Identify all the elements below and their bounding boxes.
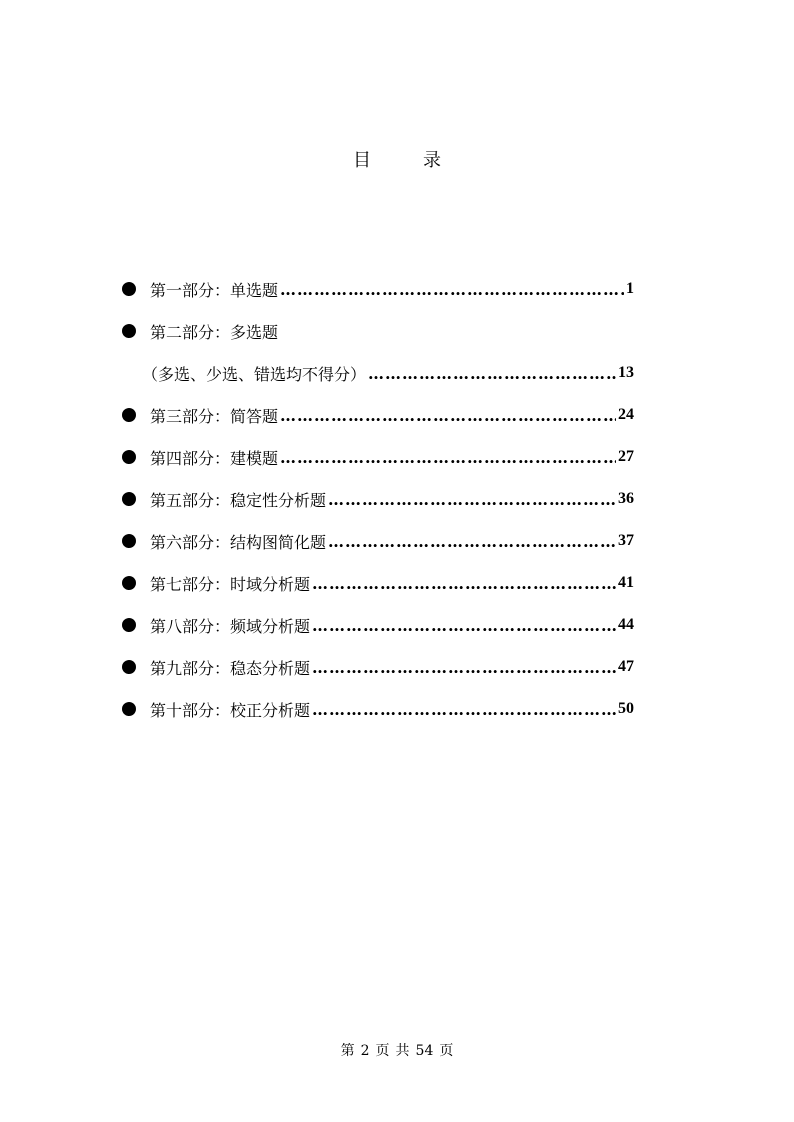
toc-entry[interactable]	[122, 436, 634, 478]
toc-leader-dots	[280, 406, 616, 425]
toc-leader-dots	[280, 448, 616, 467]
footer-page-word: 页	[375, 1043, 390, 1059]
toc-title	[0, 146, 794, 172]
toc-leader-dots	[368, 364, 616, 383]
toc-entry-page: 41	[618, 574, 634, 591]
toc-entry-label: 第三部分：简答题	[150, 406, 279, 426]
bullet-icon	[122, 324, 136, 338]
footer-total-pages: 54	[415, 1043, 434, 1059]
toc-title-left: 目	[353, 150, 371, 171]
table-of-contents	[122, 268, 634, 730]
toc-leader-dots	[328, 490, 616, 509]
toc-entry-label: 第十部分：校正分析题	[150, 700, 311, 720]
toc-entry[interactable]	[122, 604, 634, 646]
toc-entry-page: 44	[618, 616, 634, 633]
bullet-icon	[122, 408, 136, 422]
toc-entry-page: 1	[626, 280, 634, 297]
toc-entry-label: 第九部分：稳态分析题	[150, 658, 311, 678]
bullet-icon	[122, 534, 136, 548]
toc-entry-continuation[interactable]	[122, 352, 634, 394]
bullet-icon	[122, 492, 136, 506]
toc-entry-label: 第八部分：频域分析题	[150, 616, 311, 636]
toc-entry-label: 第一部分：单选题	[150, 280, 279, 300]
toc-entry[interactable]	[122, 562, 634, 604]
footer-current-page: 2	[360, 1043, 370, 1059]
toc-entry-page: 47	[618, 658, 634, 675]
toc-entry-page: 36	[618, 490, 634, 507]
bullet-icon	[122, 282, 136, 296]
toc-leader-dots	[280, 280, 624, 299]
toc-entry-label: 第二部分：多选题	[150, 322, 279, 342]
bullet-icon	[122, 702, 136, 716]
toc-entry-label: 第六部分：结构图简化题	[150, 532, 327, 552]
toc-leader-dots	[328, 532, 616, 551]
toc-entry[interactable]	[122, 688, 634, 730]
toc-entry-label: 第五部分：稳定性分析题	[150, 490, 327, 510]
toc-entry-page: 24	[618, 406, 634, 423]
toc-entry-page: 50	[618, 700, 634, 717]
footer-suffix: 页	[439, 1043, 454, 1059]
toc-entry-label: 第七部分：时域分析题	[150, 574, 311, 594]
toc-leader-dots	[312, 574, 616, 593]
toc-entry[interactable]	[122, 520, 634, 562]
toc-entry[interactable]	[122, 268, 634, 310]
footer-prefix: 第	[340, 1043, 355, 1059]
toc-entry[interactable]	[122, 394, 634, 436]
toc-title-right: 录	[423, 150, 441, 171]
bullet-icon	[122, 618, 136, 632]
toc-entry[interactable]	[122, 310, 634, 352]
toc-entry-label: （多选、少选、错选均不得分）	[142, 364, 367, 384]
toc-leader-dots	[312, 616, 616, 635]
toc-entry[interactable]	[122, 646, 634, 688]
page-footer	[0, 1040, 794, 1060]
bullet-icon	[122, 450, 136, 464]
bullet-icon	[122, 660, 136, 674]
footer-total-word: 共	[395, 1043, 410, 1059]
toc-entry-page: 37	[618, 532, 634, 549]
toc-entry-page: 13	[618, 364, 634, 381]
toc-entry[interactable]	[122, 478, 634, 520]
toc-entry-page: 27	[618, 448, 634, 465]
toc-leader-dots	[312, 658, 616, 677]
bullet-icon	[122, 576, 136, 590]
toc-leader-dots	[312, 700, 616, 719]
toc-entry-label: 第四部分：建模题	[150, 448, 279, 468]
